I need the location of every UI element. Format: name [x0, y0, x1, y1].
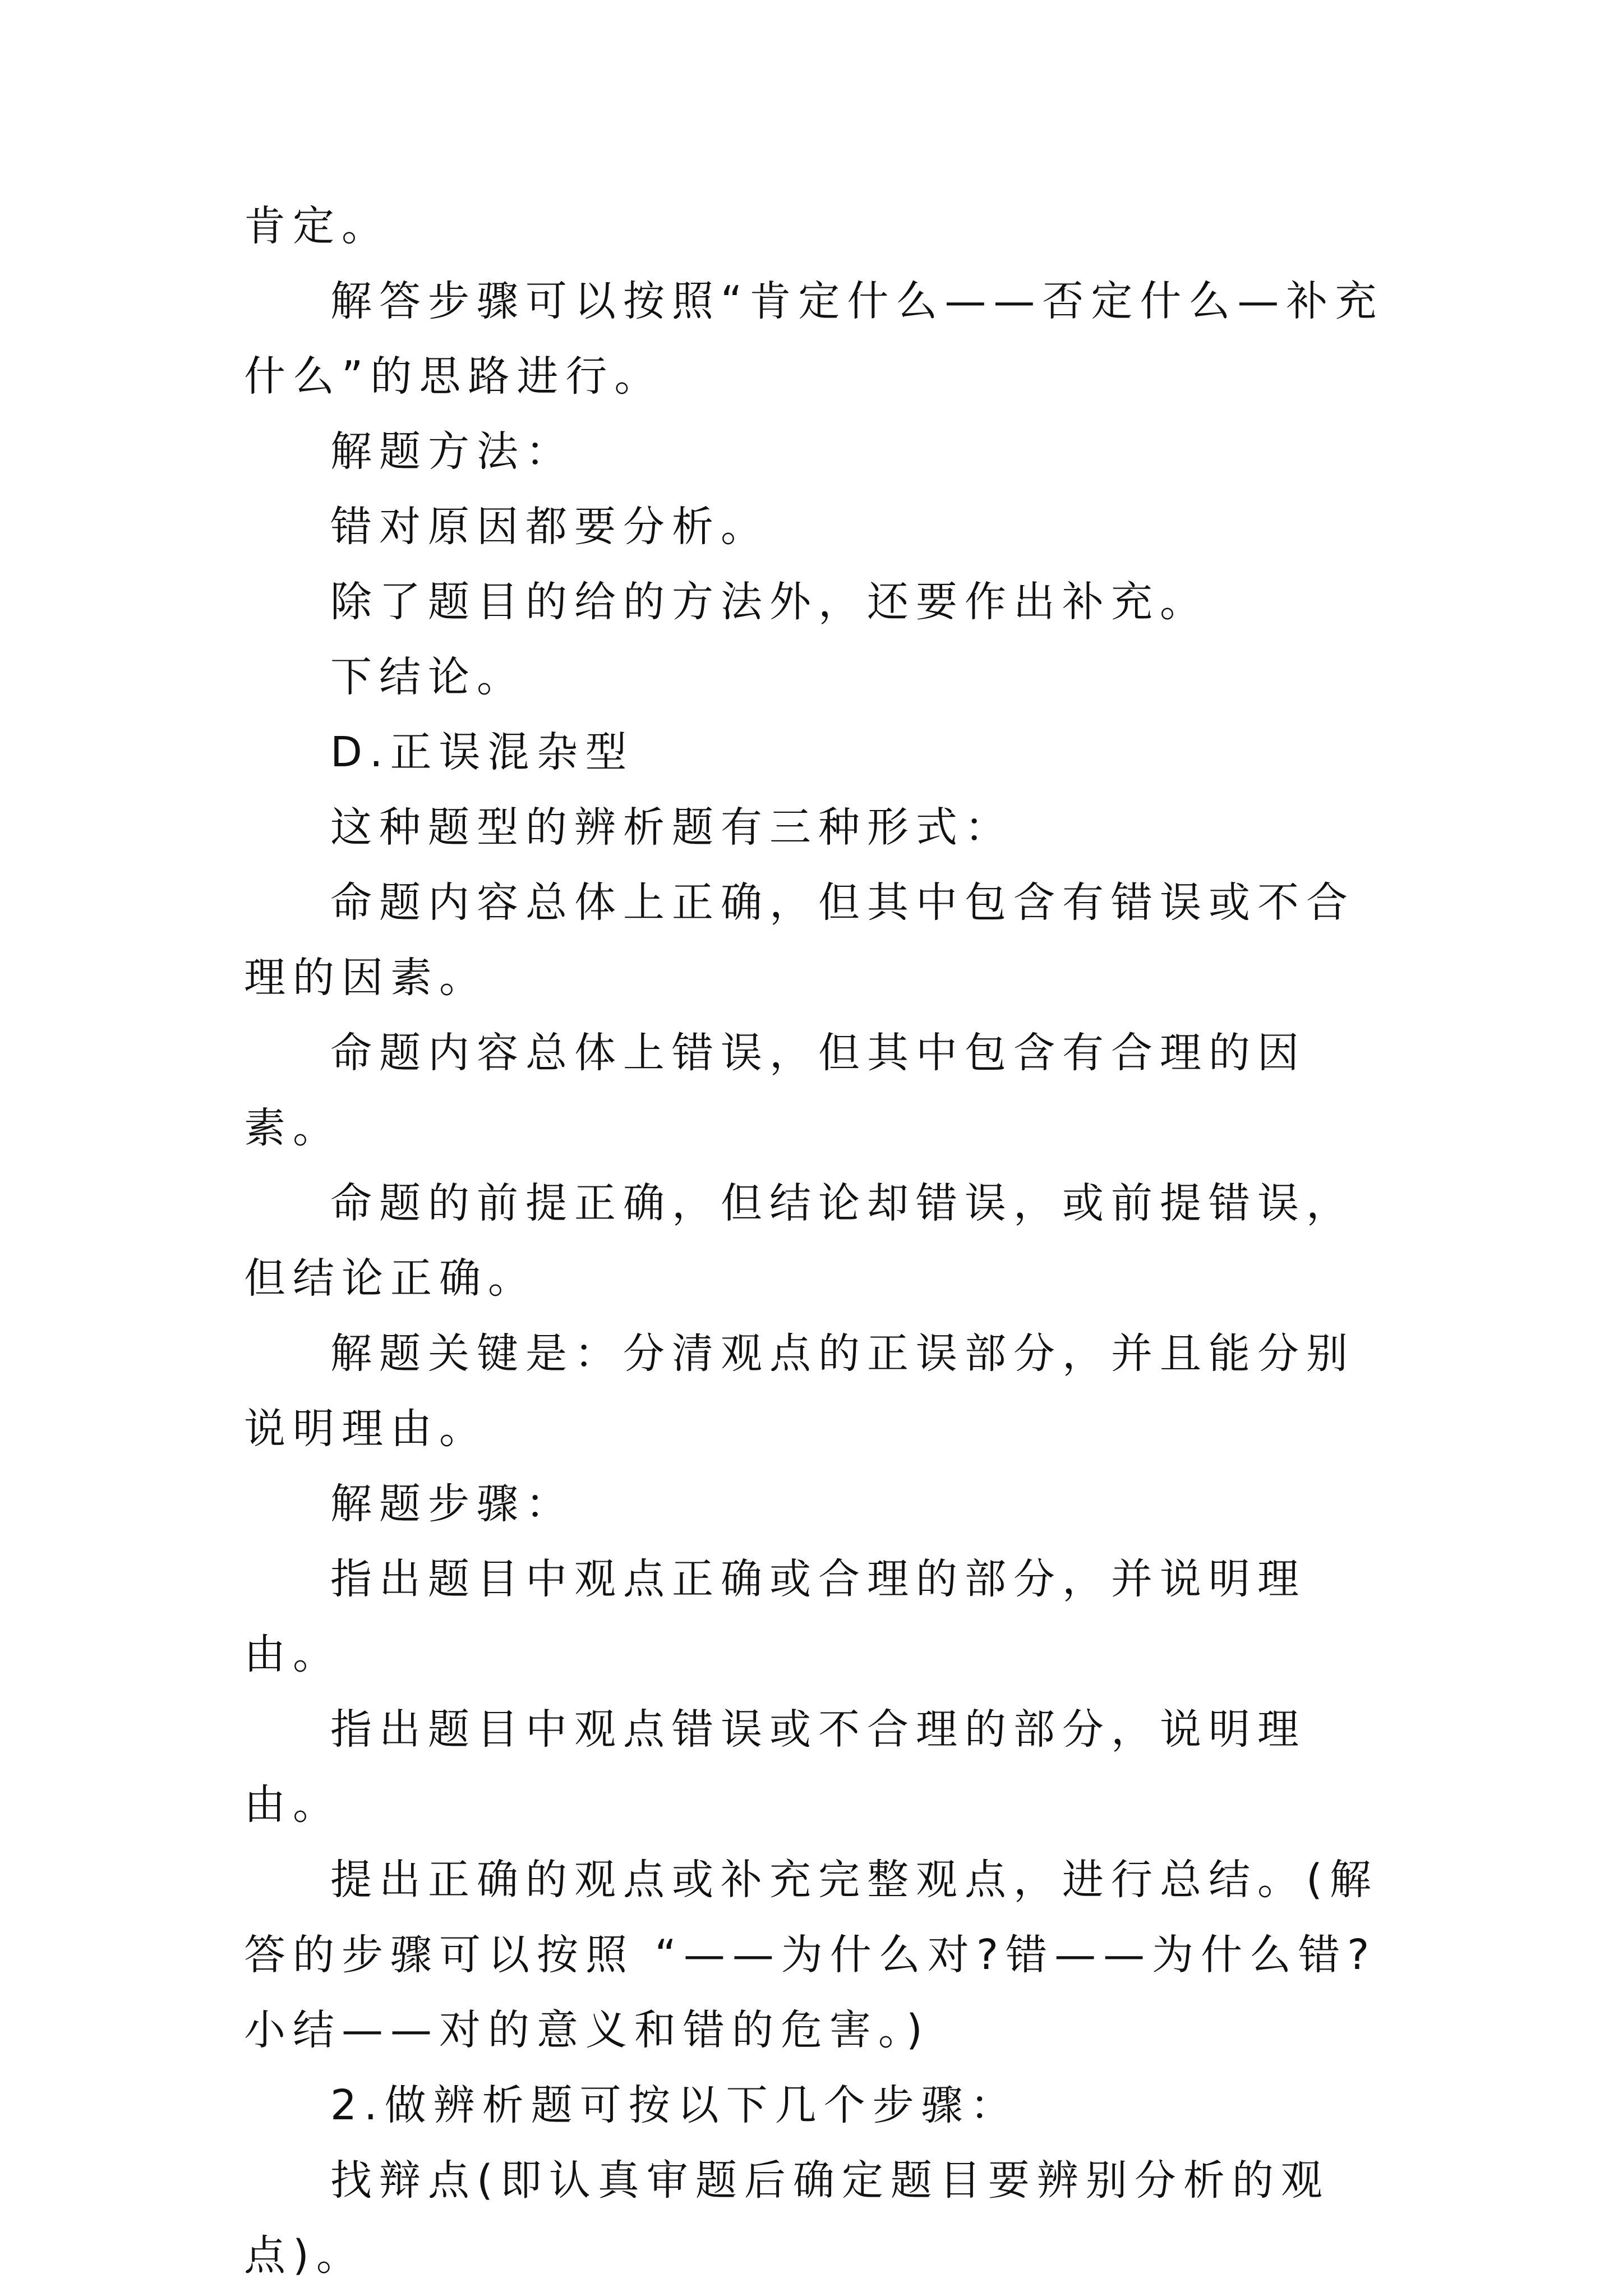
paragraph: 提出正确的观点或补充完整观点，进行总结。(解答的步骤可以按照 “——为什么对?错——为什么错?小结——对的意义和错的危害。)	[244, 1856, 1378, 2054]
paragraph: 除了题目的给的方法外，还要作出补充。	[330, 578, 1209, 626]
paragraph: 错对原因都要分析。	[330, 503, 769, 551]
section-heading: D.正误混杂型	[330, 728, 634, 776]
paragraph: 解答步骤可以按照“肯定什么——否定什么—补充什么”的思路进行。	[244, 277, 1384, 401]
paragraph: 命题内容总体上正确，但其中包含有错误或不合理的因素。	[244, 878, 1355, 1002]
paragraph: 下结论。	[330, 653, 525, 701]
paragraph: 这种题型的辨析题有三种形式：	[330, 803, 1013, 852]
paragraph: 指出题目中观点正确或合理的部分，并说明理由。	[244, 1555, 1306, 1678]
paragraph: 肯定。	[244, 202, 390, 250]
section-heading: 2.做辨析题可按以下几个步骤：	[330, 2081, 1019, 2129]
paragraph: 解题关键是：分清观点的正误部分，并且能分别说明理由。	[244, 1329, 1355, 1453]
paragraph: 命题的前提正确，但结论却错误，或前提错误，但结论正确。	[244, 1179, 1355, 1303]
paragraph: 指出题目中观点错误或不合理的部分，说明理由。	[244, 1705, 1306, 1829]
document-body	[244, 188, 1388, 2293]
paragraph: 命题内容总体上错误，但其中包含有合理的因素。	[244, 1029, 1306, 1152]
paragraph: 解题方法：	[330, 427, 574, 476]
paragraph: 解题步骤：	[330, 1480, 574, 1528]
paragraph: 找辩点(即认真审题后确定题目要辨别分析的观点)。	[244, 2156, 1330, 2280]
